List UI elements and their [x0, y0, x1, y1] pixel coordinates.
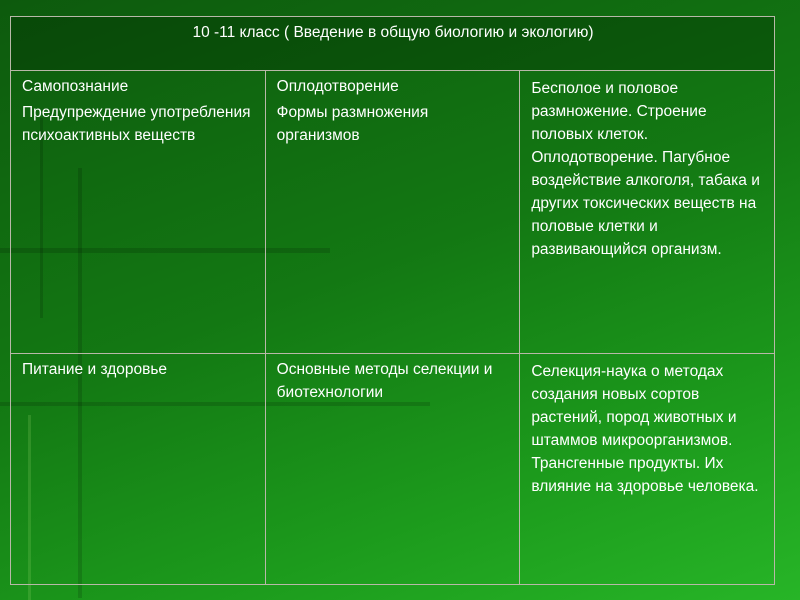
cell-text: Селекция-наука о методах создания новых сортов растений, пород животных и штаммов микроорганизмов. Трансгенные продукты. Их влияние на здоровье человека. [531, 363, 759, 495]
table-cell [11, 354, 266, 585]
table-cell [520, 71, 775, 354]
table-cell [265, 71, 520, 354]
table-row [11, 354, 775, 585]
table-cell [265, 354, 520, 585]
cell-title: Питание и здоровье [22, 361, 168, 378]
cell-text: Формы размножения организмов [276, 104, 429, 144]
table-row [11, 71, 775, 354]
table-cell [520, 354, 775, 585]
cell-text: Основные методы селекции и биотехнологии [276, 361, 493, 401]
cell-title: Самопознание [22, 78, 129, 95]
cell-title: Оплодотворение [276, 78, 399, 95]
cell-text: Предупреждение употребления психоактивных веществ [22, 104, 251, 144]
table-cell [11, 71, 266, 354]
table-header-cell: 10 -11 класс ( Введение в общую биологию и экологию) [11, 17, 775, 71]
table-header-row [11, 17, 775, 71]
cell-text: Бесполое и половое размножение. Строение половых клеток. Оплодотворение. Пагубное воздействие алкоголя, табака и других токсических веществ на половые клетки и развивающийся организм. [531, 80, 760, 258]
curriculum-table [10, 16, 775, 585]
